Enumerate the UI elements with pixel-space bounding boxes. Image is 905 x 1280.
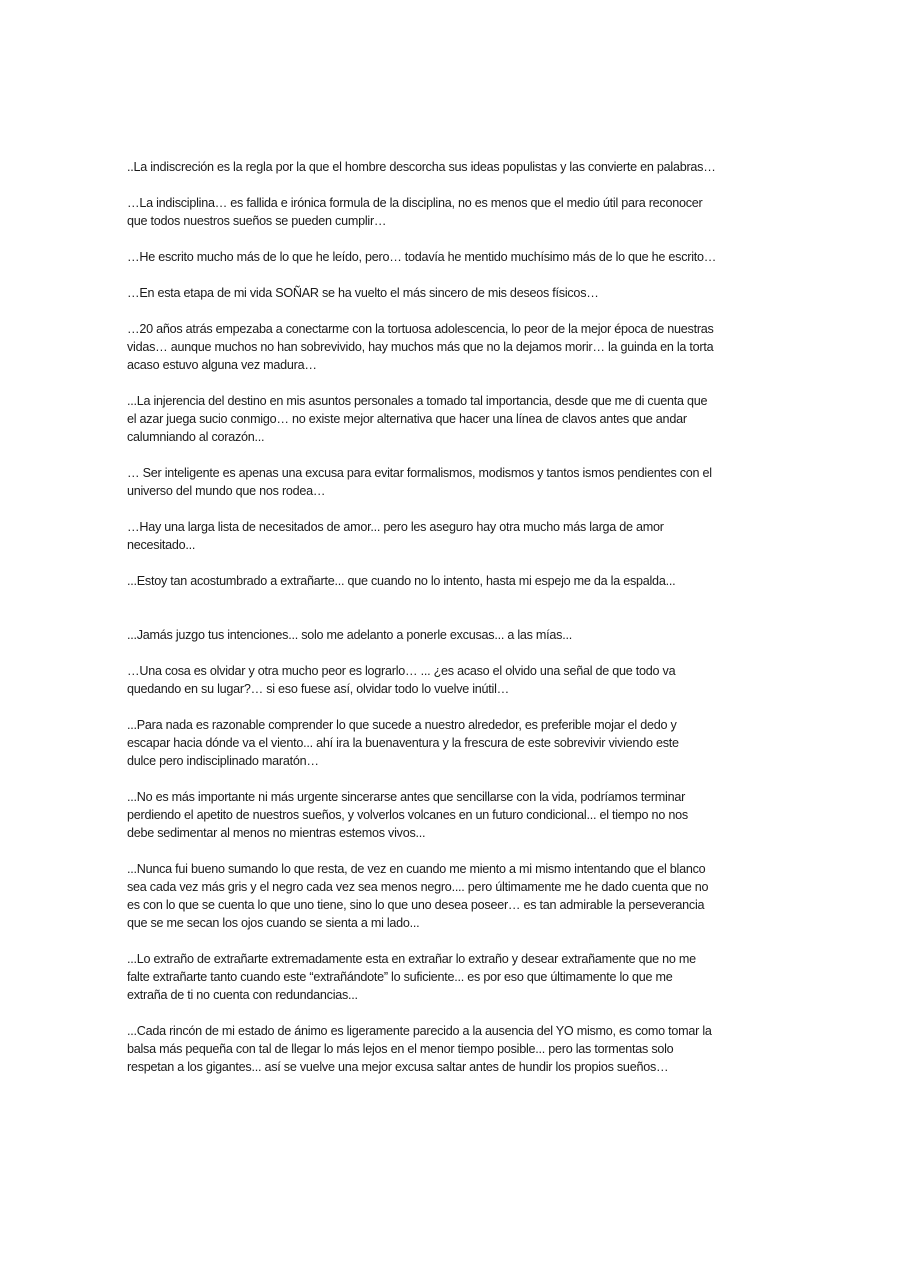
paragraph [127,248,787,266]
paragraph-line: ...Nunca fui bueno sumando lo que resta, de vez en cuando me miento a mi mismo intentando que el blanco [127,862,706,876]
paragraph-line: calumniando al corazón... [127,430,265,444]
paragraph-line: es con lo que se cuenta lo que uno tiene, sino lo que uno desea poseer… es tan admirable la perseverancia [127,898,705,912]
paragraph-line: ...Lo extraño de extrañarte extremadamente esta en extrañar lo extraño y desear extrañamente que no me [127,952,696,966]
paragraph-line: ...Jamás juzgo tus intenciones... solo me adelanto a ponerle excusas... a las mías... [127,628,572,642]
paragraph-line: ...Cada rincón de mi estado de ánimo es ligeramente parecido a la ausencia del YO mismo, es como tomar la [127,1024,712,1038]
paragraph-line: ...La injerencia del destino en mis asuntos personales a tomado tal importancia, desde que me di cuenta que [127,394,708,408]
paragraph-line: el azar juega sucio conmigo… no existe mejor alternativa que hacer una línea de clavos antes que andar [127,412,687,426]
paragraph-line: vidas… aunque muchos no han sobrevivido, hay muchos más que no la dejamos morir… la guinda en la torta [127,340,714,354]
document-page [127,158,787,1094]
paragraph-line: quedando en su lugar?… si eso fuese así, olvidar todo lo vuelve inútil… [127,682,509,696]
paragraph-line: dulce pero indisciplinado maratón… [127,754,319,768]
paragraph-line: respetan a los gigantes... así se vuelve una mejor excusa saltar antes de hundir los propios sueños… [127,1060,669,1074]
paragraph-line: perdiendo el apetito de nuestros sueños, y volverlos volcanes en un futuro condicional... el tiempo no nos [127,808,688,822]
paragraph-line: ...Estoy tan acostumbrado a extrañarte... que cuando no lo intento, hasta mi espejo me da la espalda... [127,574,676,588]
paragraph-line: …He escrito mucho más de lo que he leído, pero… todavía he mentido muchísimo más de lo que he escrito… [127,250,717,264]
paragraph [127,284,787,302]
paragraph-line: que se me secan los ojos cuando se sienta a mi lado... [127,916,420,930]
paragraph-line: universo del mundo que nos rodea… [127,484,326,498]
paragraph-line: … Ser inteligente es apenas una excusa para evitar formalismos, modismos y tantos ismos pendientes con el [127,466,712,480]
paragraph [127,860,787,932]
paragraph-line: debe sedimentar al menos no mientras estemos vivos... [127,826,426,840]
paragraph-line: acaso estuvo alguna vez madura… [127,358,317,372]
paragraph-line: …Una cosa es olvidar y otra mucho peor es lograrlo… ... ¿es acaso el olvido una señal de que todo va [127,664,676,678]
paragraph-line: extraña de ti no cuenta con redundancias... [127,988,358,1002]
paragraph [127,572,787,590]
paragraph [127,518,787,554]
paragraph [127,158,787,176]
paragraph [127,950,787,1004]
paragraph-line: escapar hacia dónde va el viento... ahí ira la buenaventura y la frescura de este sobrevivir viviendo este [127,736,679,750]
paragraph-line: …La indisciplina… es fallida e irónica formula de la disciplina, no es menos que el medio útil para reconocer [127,196,703,210]
paragraph [127,1022,787,1076]
paragraph [127,716,787,770]
paragraph-line: ...Para nada es razonable comprender lo que sucede a nuestro alrededor, es preferible mojar el dedo y [127,718,677,732]
paragraph [127,662,787,698]
paragraph [127,788,787,842]
paragraph-line: …20 años atrás empezaba a conectarme con la tortuosa adolescencia, lo peor de la mejor época de nuestras [127,322,714,336]
paragraph-line: que todos nuestros sueños se pueden cumplir… [127,214,387,228]
paragraph [127,626,787,644]
paragraph-line: necesitado... [127,538,196,552]
paragraph [127,194,787,230]
paragraph-line: ...No es más importante ni más urgente sincerarse antes que sencillarse con la vida, podríamos terminar [127,790,686,804]
paragraph-line: falte extrañarte tanto cuando este “extrañándote” lo suficiente... es por eso que últimamente lo que me [127,970,673,984]
paragraph [127,392,787,446]
paragraph-line: sea cada vez más gris y el negro cada vez sea menos negro.... pero últimamente me he dado cuenta que no [127,880,709,894]
paragraph [127,320,787,374]
paragraph-line: ..La indiscreción es la regla por la que el hombre descorcha sus ideas populistas y las convierte en palabras… [127,160,716,174]
paragraph-line: …Hay una larga lista de necesitados de amor... pero les aseguro hay otra mucho más larga de amor [127,520,664,534]
paragraph-line: balsa más pequeña con tal de llegar lo más lejos en el menor tiempo posible... pero las tormentas solo [127,1042,674,1056]
paragraph [127,464,787,500]
paragraph-line: …En esta etapa de mi vida SOÑAR se ha vuelto el más sincero de mis deseos físicos… [127,286,599,300]
